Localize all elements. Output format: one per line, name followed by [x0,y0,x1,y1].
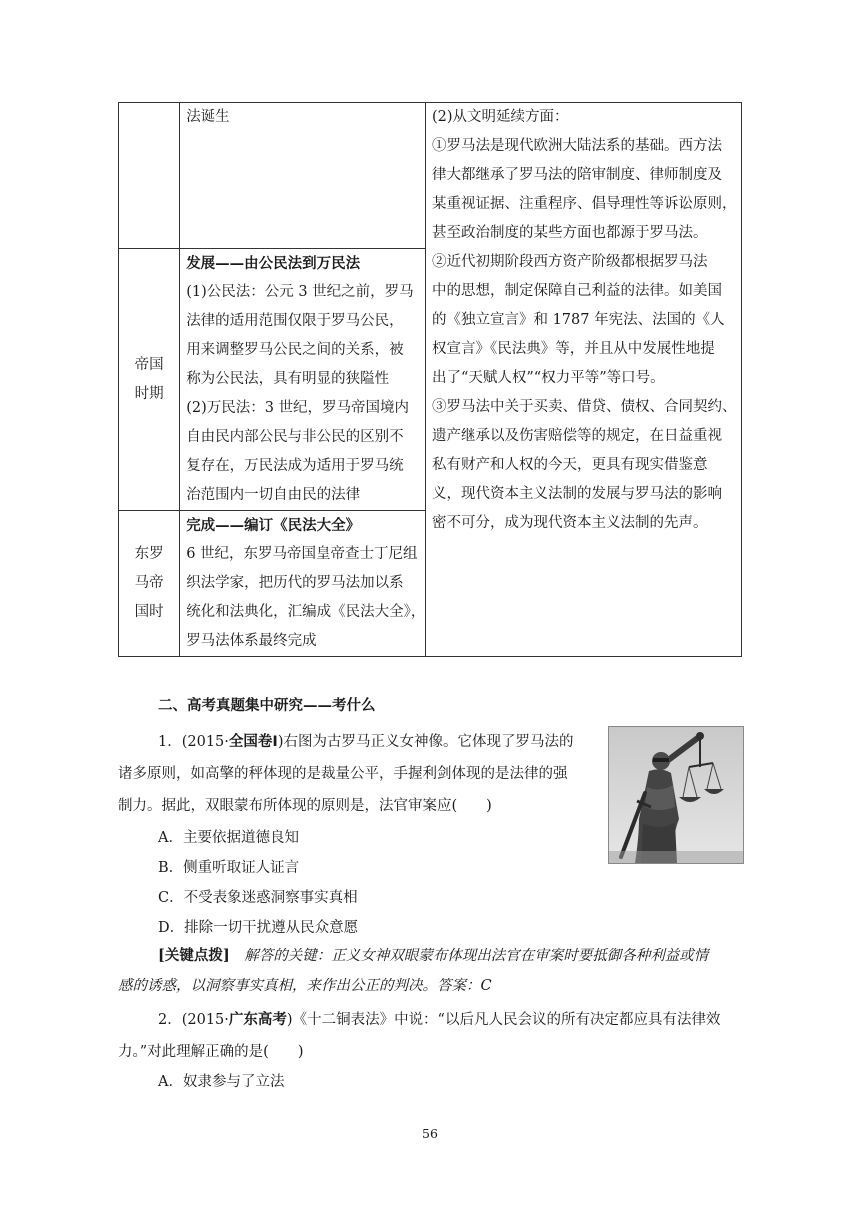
influence-cell [425,103,741,657]
era-label: 国时 [134,604,164,620]
q1-option-d: D．排除一切干扰遵从民众意愿 [158,920,359,936]
mid-line: (2)万民法：3 世纪，罗马帝国境内 [186,400,410,416]
influence-line: 遗产继承以及伤害赔偿等的规定，在日益重视 [431,428,722,444]
mid-line: 织法学家，把历代的罗马法加以系 [186,575,404,591]
influence-line: ③罗马法中关于买卖、借贷、债权、合同契约、 [431,399,737,415]
q2-option-a: A．奴隶参与了立法 [158,1074,285,1090]
section-title: 二、高考真题集中研究——考什么 [158,697,376,714]
q1-key-line1 [158,944,708,965]
influence-line: 出了“天赋人权”“权力平等”等口号。 [431,370,665,386]
influence-line: 权宣言》《民法典》等，并且从中发展性地提 [431,341,715,357]
mid-line: 治范围内一切自由民的法律 [186,487,361,503]
influence-line: ①罗马法是现代欧洲大陆法系的基础。西方法 [431,138,722,154]
history-table [118,102,742,657]
q2-stem-line2: 力。”对此理解正确的是( ) [118,1044,304,1060]
mid-line: 复存在，万民法成为适用于罗马统 [186,458,404,474]
q2-source: 广东高考 [228,1012,287,1028]
q1-source: 全国卷Ⅰ [228,734,278,750]
influence-line: (2)从文明延续方面： [431,109,569,125]
q1-option-b: B．侧重听取证人证言 [158,860,300,876]
q1-key-line2: 感的诱惑，以洞察事实真相，来作出公正的判决。答案：C [118,978,492,994]
q1-key-label: [关键点拨] [158,947,230,964]
mid-cell-development [180,249,426,511]
influence-line: 甚至政治制度的某些方面也都源于罗马法。 [431,225,708,241]
mid-line: 统化和法典化，汇编成《民法大全》， [186,604,426,620]
mid-line: 称为公民法，具有明显的狭隘性 [186,371,390,387]
era-cell-empty [119,103,180,249]
era-label: 东罗 [134,546,164,562]
era-label: 时期 [134,385,164,402]
q1-key-text1: 解答的关键：正义女神双眼蒙布体现出法官在审案时要抵御各种利益或情 [229,948,709,964]
q1-prefix: 1．(2015· [158,734,229,750]
q1-stem1: )右图为古罗马正义女神像。它体现了罗马法的 [277,734,574,750]
q1-stem-line2: 诸多原则，如高擎的秤体现的是裁量公平，手握利剑体现的是法律的强 [118,766,568,782]
mid-line: 罗马法体系最终完成 [186,633,317,649]
mid-line: 6 世纪，东罗马帝国皇帝查士丁尼组 [186,546,418,562]
influence-line: 义，现代资本主义法制的发展与罗马法的影响 [431,486,722,502]
influence-line: 密不可分，成为现代资本主义法制的先声。 [431,515,708,531]
q2-stem1: )《十二铜表法》中说：“以后凡人民会议的所有决定都应具有法律效 [286,1012,721,1028]
mid-line: (1)公民法：公元 3 世纪之前，罗马 [186,284,414,300]
mid-line: 自由民内部公民与非公民的区别不 [186,429,404,445]
table-row [119,103,742,249]
influence-line: 中的思想，制定保障自己利益的法律。如美国 [431,283,722,299]
q2-stem-line1 [158,1008,720,1029]
influence-line: 私有财产和人权的今天，更具有现实借鉴意 [431,457,708,473]
mid-line: 用来调整罗马公民之间的关系，被 [186,342,404,358]
q1-option-a: A．主要依据道德良知 [158,830,299,846]
mid-line: 完成——编订《民法大全》 [186,517,361,534]
mid-cell-birth [180,103,426,249]
era-cell-empire [119,249,180,511]
page-number: 56 [422,1126,438,1141]
q1-stem-line1 [158,730,573,751]
q2-prefix: 2．(2015· [158,1012,229,1028]
q1-stem-line3: 制力。据此，双眼蒙布所体现的原则是，法官审案应( ) [118,798,492,814]
mid-line: 发展——由公民法到万民法 [186,255,361,272]
era-cell-east-rome [119,511,180,657]
era-label: 帝国 [134,356,164,373]
influence-line: ②近代初期阶段西方资产阶级都根据罗马法 [431,254,708,270]
mid-line: 法律的适用范围仅限于罗马公民， [186,313,404,329]
q1-option-c: C．不受表象迷惑洞察事实真相 [158,890,358,906]
influence-line: 律大都继承了罗马法的陪审制度、律师制度及 [431,167,722,183]
influence-line: 某重视证据、注重程序、倡导理性等诉讼原则， [431,196,737,212]
justice-statue-icon [608,726,744,864]
mid-cell-completion [180,511,426,657]
era-label: 马帝 [134,575,164,591]
influence-line: 的《独立宣言》和 1787 年宪法、法国的《人 [431,312,725,328]
mid-line: 法诞生 [186,109,230,125]
